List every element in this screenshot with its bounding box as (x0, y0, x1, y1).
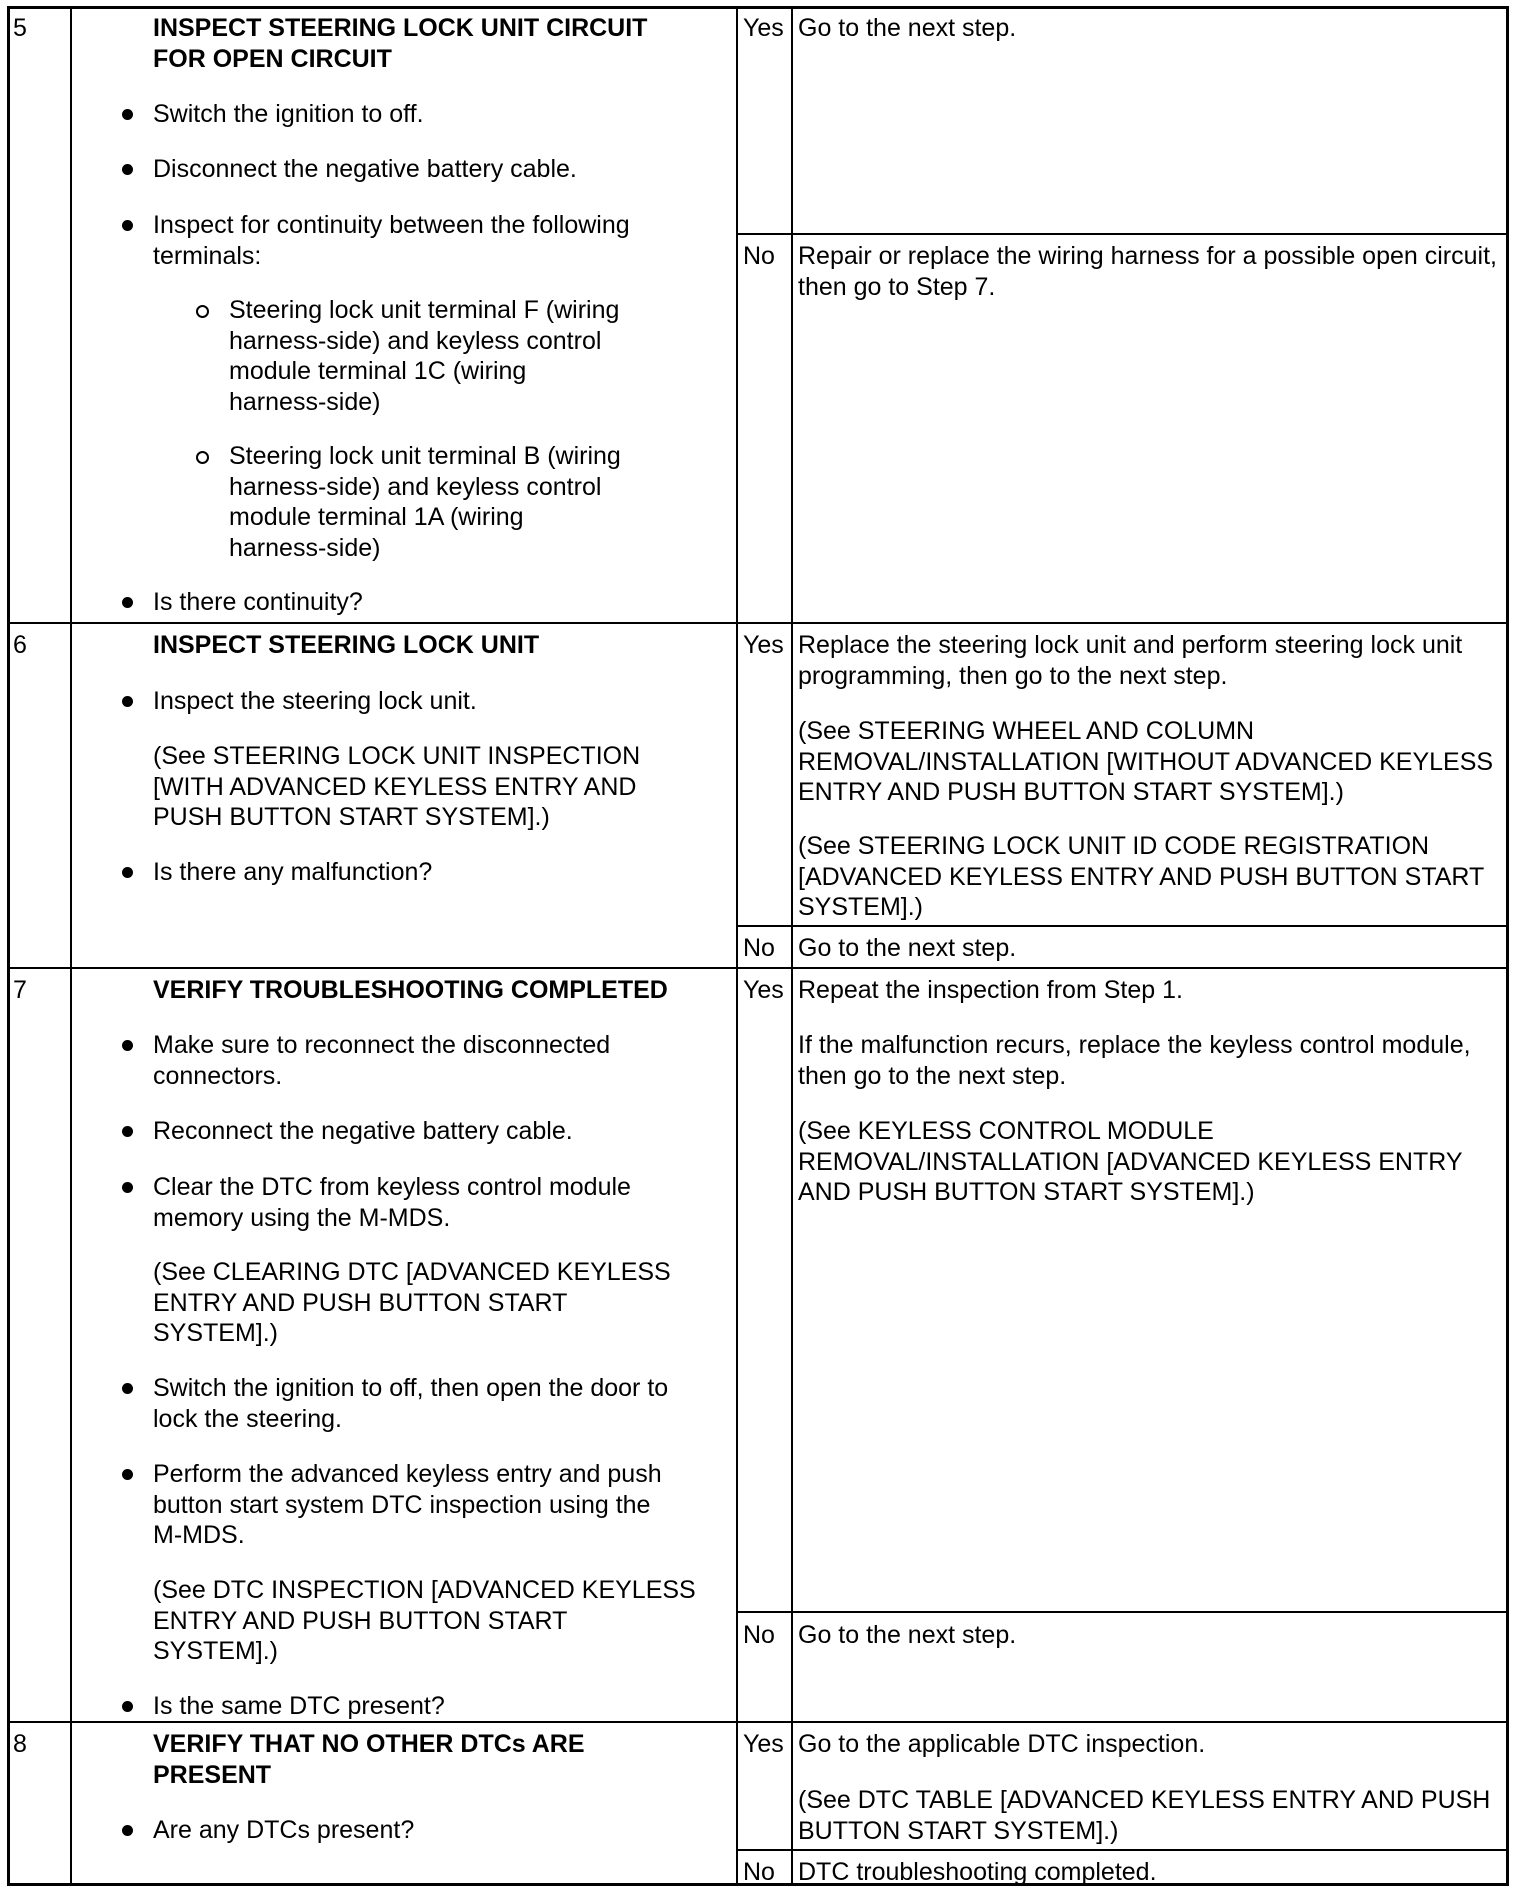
bullet-icon (122, 1825, 133, 1836)
step-instruction: Clear the DTC from keyless control module memory using the M-MDS. (153, 1173, 631, 1232)
bullet-icon (122, 1126, 133, 1137)
step-instruction: Inspect for continuity between the following terminals: (153, 211, 630, 270)
no-action: Go to the next step. (798, 934, 1017, 962)
step-question: Are any DTCs present? (153, 1816, 415, 1844)
yes-reference: (See STEERING LOCK UNIT ID CODE REGISTRATION [ADVANCED KEYLESS ENTRY AND PUSH BUTTON START SYSTEM].) (798, 832, 1485, 921)
bullet-icon (122, 1701, 133, 1712)
bullet-icon (122, 696, 133, 707)
no-action: Go to the next step. (798, 1621, 1017, 1649)
sub-bullet-icon (196, 305, 209, 318)
bullet-icon (122, 164, 133, 175)
yes-action: Replace the steering lock unit and perform steering lock unit programming, then go to the next step. (798, 631, 1463, 690)
yes-no-divider (736, 233, 1507, 235)
yes-no-divider (736, 1611, 1507, 1613)
no-action: DTC troubleshooting completed. (798, 1858, 1157, 1886)
yes-label: Yes (743, 14, 784, 42)
step-subinstruction: Steering lock unit terminal B (wiring harness-side) and keyless control module terminal 1A (wiring harness-side) (229, 442, 621, 562)
step-instruction: Perform the advanced keyless entry and push button start system DTC inspection using the M-MDS. (153, 1460, 662, 1549)
row-divider (9, 622, 1507, 624)
bullet-icon (122, 220, 133, 231)
step-instruction: Reconnect the negative battery cable. (153, 1117, 573, 1145)
row-divider (9, 967, 1507, 969)
yes-action: Repeat the inspection from Step 1. (798, 976, 1183, 1004)
bullet-icon (122, 109, 133, 120)
yes-no-divider (736, 1849, 1507, 1851)
step-title: INSPECT STEERING LOCK UNIT CIRCUIT FOR OPEN CIRCUIT (153, 14, 648, 73)
step-instruction: Switch the ignition to off, then open the door to lock the steering. (153, 1374, 669, 1433)
column-divider (70, 8, 72, 1884)
step-number: 5 (13, 14, 27, 42)
step-question: Is there any malfunction? (153, 858, 433, 886)
bullet-icon (122, 867, 133, 878)
column-divider (791, 8, 793, 1884)
bullet-icon (122, 597, 133, 608)
yes-label: Yes (743, 631, 784, 659)
no-label: No (743, 1621, 775, 1649)
step-title: VERIFY THAT NO OTHER DTCs ARE PRESENT (153, 1730, 585, 1789)
step-instruction: Disconnect the negative battery cable. (153, 155, 577, 183)
yes-label: Yes (743, 976, 784, 1004)
no-label: No (743, 934, 775, 962)
no-label: No (743, 242, 775, 270)
no-label: No (743, 1858, 775, 1886)
yes-no-divider (736, 925, 1507, 927)
step-reference: (See DTC INSPECTION [ADVANCED KEYLESS ENTRY AND PUSH BUTTON START SYSTEM].) (153, 1576, 696, 1665)
bullet-icon (122, 1469, 133, 1480)
step-reference: (See CLEARING DTC [ADVANCED KEYLESS ENTRY AND PUSH BUTTON START SYSTEM].) (153, 1258, 671, 1347)
bullet-icon (122, 1182, 133, 1193)
step-title: VERIFY TROUBLESHOOTING COMPLETED (153, 976, 668, 1004)
step-question: Is the same DTC present? (153, 1692, 445, 1720)
yes-reference: (See KEYLESS CONTROL MODULE REMOVAL/INSTALLATION [ADVANCED KEYLESS ENTRY AND PUSH BUTTON START SYSTEM].) (798, 1117, 1463, 1206)
no-action: Repair or replace the wiring harness for a possible open circuit, then go to Step 7. (798, 242, 1497, 301)
step-number: 6 (13, 631, 27, 659)
yes-label: Yes (743, 1730, 784, 1758)
yes-action: Go to the next step. (798, 14, 1017, 42)
step-title: INSPECT STEERING LOCK UNIT (153, 631, 540, 659)
yes-reference: (See DTC TABLE [ADVANCED KEYLESS ENTRY AND PUSH BUTTON START SYSTEM].) (798, 1786, 1491, 1845)
bullet-icon (122, 1040, 133, 1051)
step-reference: (See STEERING LOCK UNIT INSPECTION [WITH ADVANCED KEYLESS ENTRY AND PUSH BUTTON START SYSTEM].) (153, 742, 641, 831)
step-number: 7 (13, 976, 27, 1004)
column-divider (736, 8, 738, 1884)
yes-action: If the malfunction recurs, replace the keyless control module, then go to the next step. (798, 1031, 1471, 1090)
yes-action: Go to the applicable DTC inspection. (798, 1730, 1206, 1758)
bullet-icon (122, 1383, 133, 1394)
step-instruction: Inspect the steering lock unit. (153, 687, 477, 715)
step-instruction: Switch the ignition to off. (153, 100, 424, 128)
yes-reference: (See STEERING WHEEL AND COLUMN REMOVAL/INSTALLATION [WITHOUT ADVANCED KEYLESS ENTRY AND PUSH BUTTON START SYSTEM].) (798, 717, 1494, 806)
step-subinstruction: Steering lock unit terminal F (wiring harness-side) and keyless control module terminal 1C (wiring harness-side) (229, 296, 620, 416)
step-question: Is there continuity? (153, 588, 363, 616)
step-instruction: Make sure to reconnect the disconnected connectors. (153, 1031, 611, 1090)
step-number: 8 (13, 1730, 27, 1758)
sub-bullet-icon (196, 451, 209, 464)
